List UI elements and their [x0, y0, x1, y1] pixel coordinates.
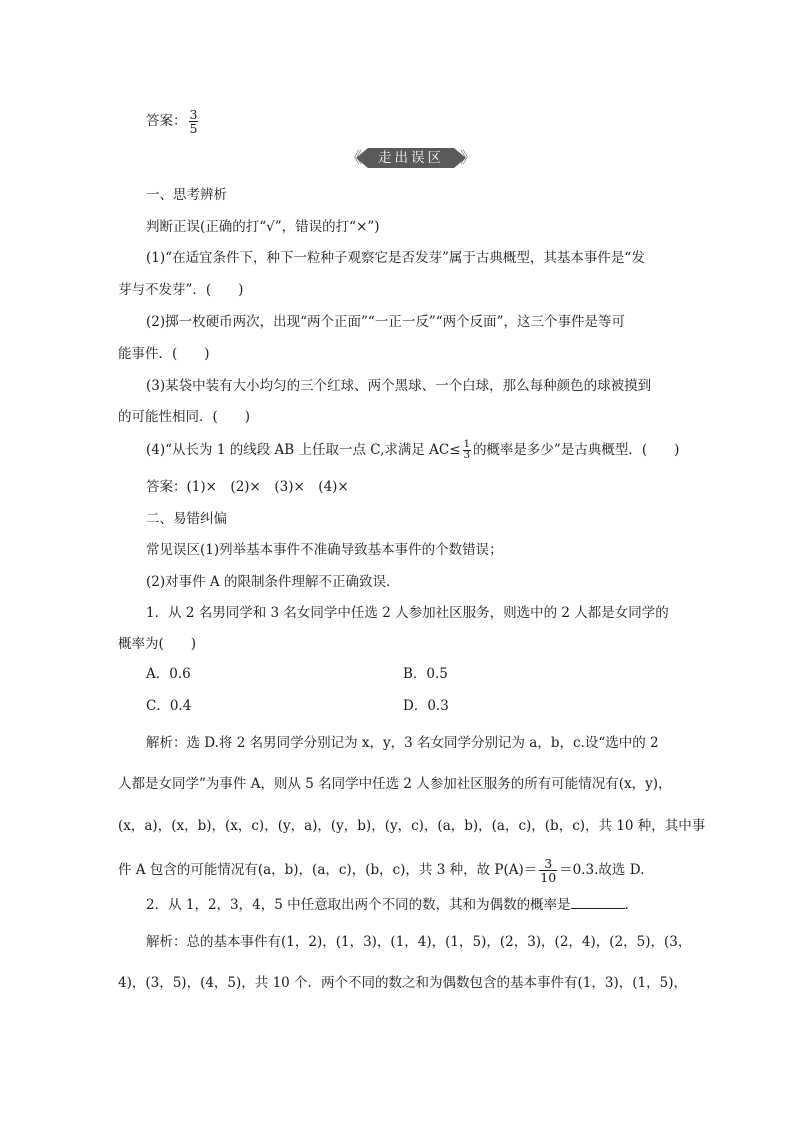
problem1-line2: 概率为( ) — [118, 636, 197, 652]
q4-post: 的概率是多少”是古典概型．( ) — [472, 442, 680, 458]
right-chevron-icon: 》 — [459, 148, 476, 167]
left-chevron-icon: 《 — [346, 148, 363, 167]
q1-line1: (1)“在适宜条件下，种下一粒种子观察它是否发芽”属于古典概型，其基本事件是“发 — [146, 250, 645, 266]
problem2-line — [146, 894, 638, 915]
section1-heading: 一、思考辨析 — [146, 187, 227, 203]
option-c: C．0.4 — [146, 698, 192, 714]
q1-line2: 芽与不发芽”．( ) — [118, 282, 244, 298]
q4-fraction: $\frac{1}{3}$ — [463, 439, 470, 461]
option-a: A．0.6 — [146, 666, 191, 682]
solution1-line3: (x，a)，(x，b)，(x，c)，(y，a)，(y，b)，(y，c)，(a，b)，(a，c)，(b，c)，共 10 种，其中事 — [118, 818, 706, 834]
q2-line1: (2)掷一枚硬币两次，出现“两个正面”“一正一反”“两个反面”，这三个事件是等可 — [146, 314, 626, 330]
q4-line — [146, 440, 679, 461]
q2-line2: 能事件．( ) — [118, 346, 210, 362]
problem2-text: 2．从 1，2，3，4，5 中任意取出两个不同的数，其和为偶数的概率是 — [146, 897, 571, 913]
solution1-line4-post: ＝0.3.故选 D. — [559, 862, 645, 878]
answer-label: 答案： — [146, 113, 187, 129]
top-answer — [146, 108, 200, 135]
problem1-line1: 1．从 2 名男同学和 3 名女同学中任选 2 人参加社区服务，则选中的 2 人都是女同学的 — [146, 605, 669, 621]
section1-instruction: 判断正误(正确的打“√”，错误的打“×”) — [146, 219, 380, 235]
q3-line2: 的可能性相同．( ) — [118, 409, 251, 425]
section-banner — [346, 146, 476, 170]
solution2-line2: 4)，(3，5)，(4，5)，共 10 个．两个不同的数之和为偶数包含的基本事件有(1，3)，(1，5)， — [118, 975, 687, 991]
solution1-line1: 解析：选 D.将 2 名男同学分别记为 x，y，3 名女同学分别记为 a，b，c.设“选中的 2 — [146, 735, 659, 751]
solution1-fraction: $\frac{3}{10}$ — [540, 856, 557, 885]
banner-title: 走出误区 — [368, 148, 454, 168]
banner-left-cap — [356, 148, 368, 168]
section2-heading: 二、易错纠偏 — [146, 511, 227, 527]
solution1-line4-pre: 件 A 包含的可能情况有(a，b)，(a，c)，(b，c)，共 3 种，故 P(A)＝ — [118, 862, 538, 878]
answer-blank — [571, 894, 625, 909]
answer-fraction: $\frac{3}{5}$ — [189, 107, 198, 136]
solution2-line1: 解析：总的基本事件有(1，2)，(1，3)，(1，4)，(1，5)，(2，3)，(2，4)，(2，5)，(3， — [146, 934, 692, 950]
solution1-line4 — [118, 857, 644, 884]
problem2-end: ． — [624, 897, 639, 913]
common-errors-2: (2)对事件 A 的限制条件理解不正确致误． — [146, 574, 400, 590]
solution1-line2: 人都是女同学”为事件 A，则从 5 名同学中任选 2 人参加社区服务的所有可能情况有(x，y)， — [118, 776, 672, 792]
section1-answer: 答案：(1)× (2)× (3)× (4)× — [146, 479, 349, 495]
option-b: B．0.5 — [403, 666, 448, 682]
common-errors-1: 常见误区(1)列举基本事件不准确导致基本事件的个数错误； — [146, 542, 503, 558]
option-d: D．0.3 — [403, 698, 449, 714]
q3-line1: (3)某袋中装有大小均匀的三个红球、两个黑球、一个白球，那么每种颜色的球被摸到 — [146, 378, 652, 394]
q4-pre: (4)“从长为 1 的线段 AB 上任取一点 C,求满足 AC≤ — [146, 442, 461, 458]
